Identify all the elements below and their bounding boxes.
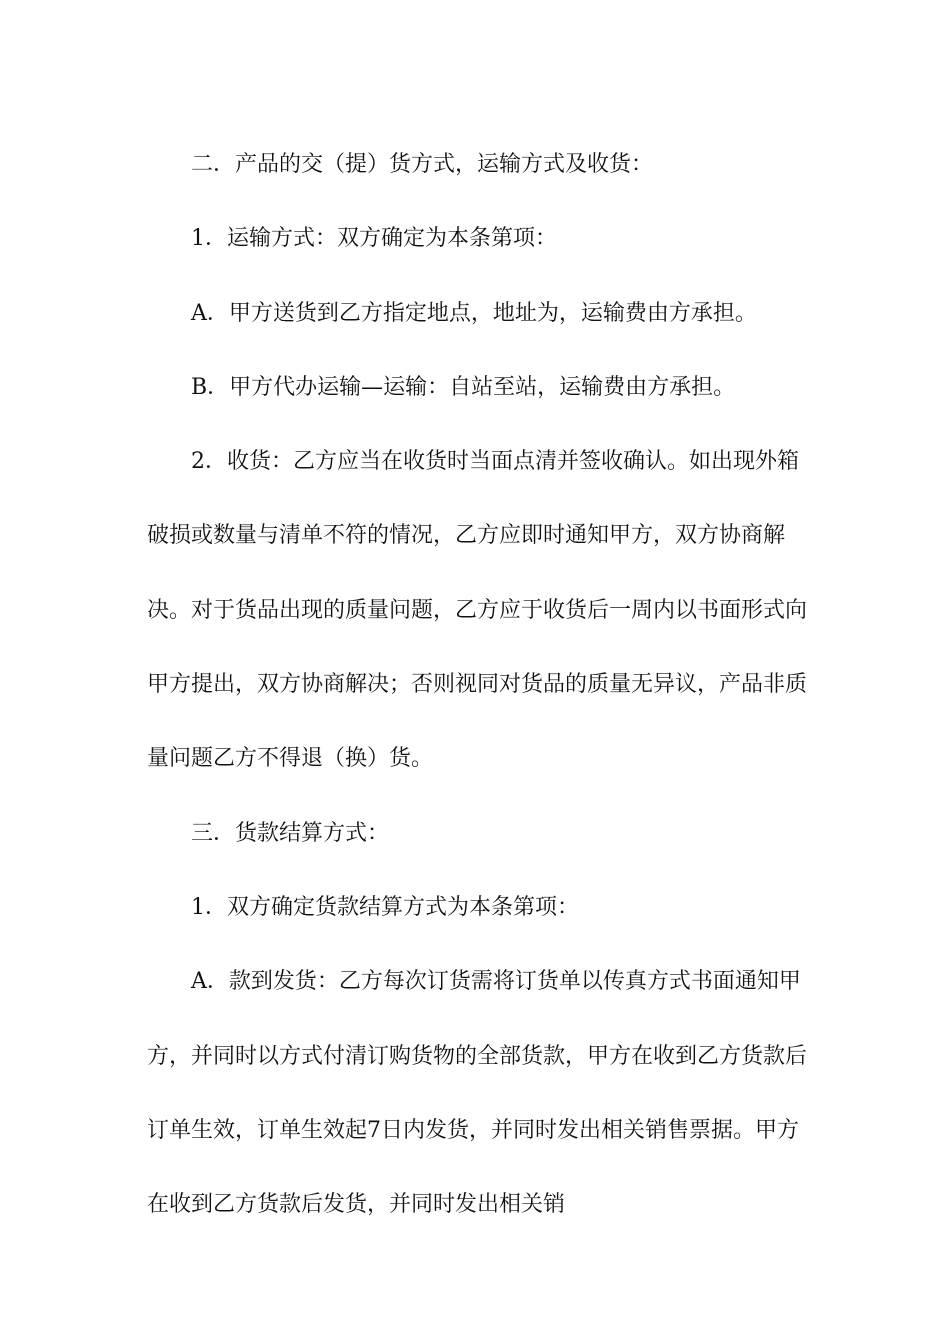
clause-option-b-shipping: B．甲方代办运输—运输：自站至站，运输费由方承担。 [191, 374, 736, 400]
clause-receiving: 2．收货：乙方应当在收货时当面点清并签收确认。如出现外箱破损或数量与清单不符的情况，乙方应即时通知甲方，双方协商解决。对于货品出现的质量问题，乙方应于收货后一周内以书面形式向甲方提出，双方协商解决；否则视同对货品的质量无异议，产品非质量问题乙方不得退（换）货。 [147, 449, 808, 772]
section-heading-payment: 三．货款结算方式： [191, 820, 390, 846]
clause-option-a-delivery: A．甲方送货到乙方指定地点，地址为，运输费由方承担。 [191, 300, 757, 326]
section-heading-delivery: 二．产品的交（提）货方式，运输方式及收货： [191, 152, 654, 177]
clause-option-a-prepayment: A．款到发货：乙方每次订货需将订货单以传真方式书面通知甲方，并同时以方式付清订购货物的全部货款，甲方在收到乙方货款后订单生效，订单生效起7日内发货，并同时发出相关销售票据。甲方在收到乙方货款后发货，并同时发出相关销 [147, 969, 808, 1218]
document-body [147, 128, 807, 1242]
clause-transport-method: 1．运输方式：双方确定为本条第项： [191, 226, 557, 252]
clause-payment-method: 1．双方确定货款结算方式为本条第项： [191, 894, 579, 920]
